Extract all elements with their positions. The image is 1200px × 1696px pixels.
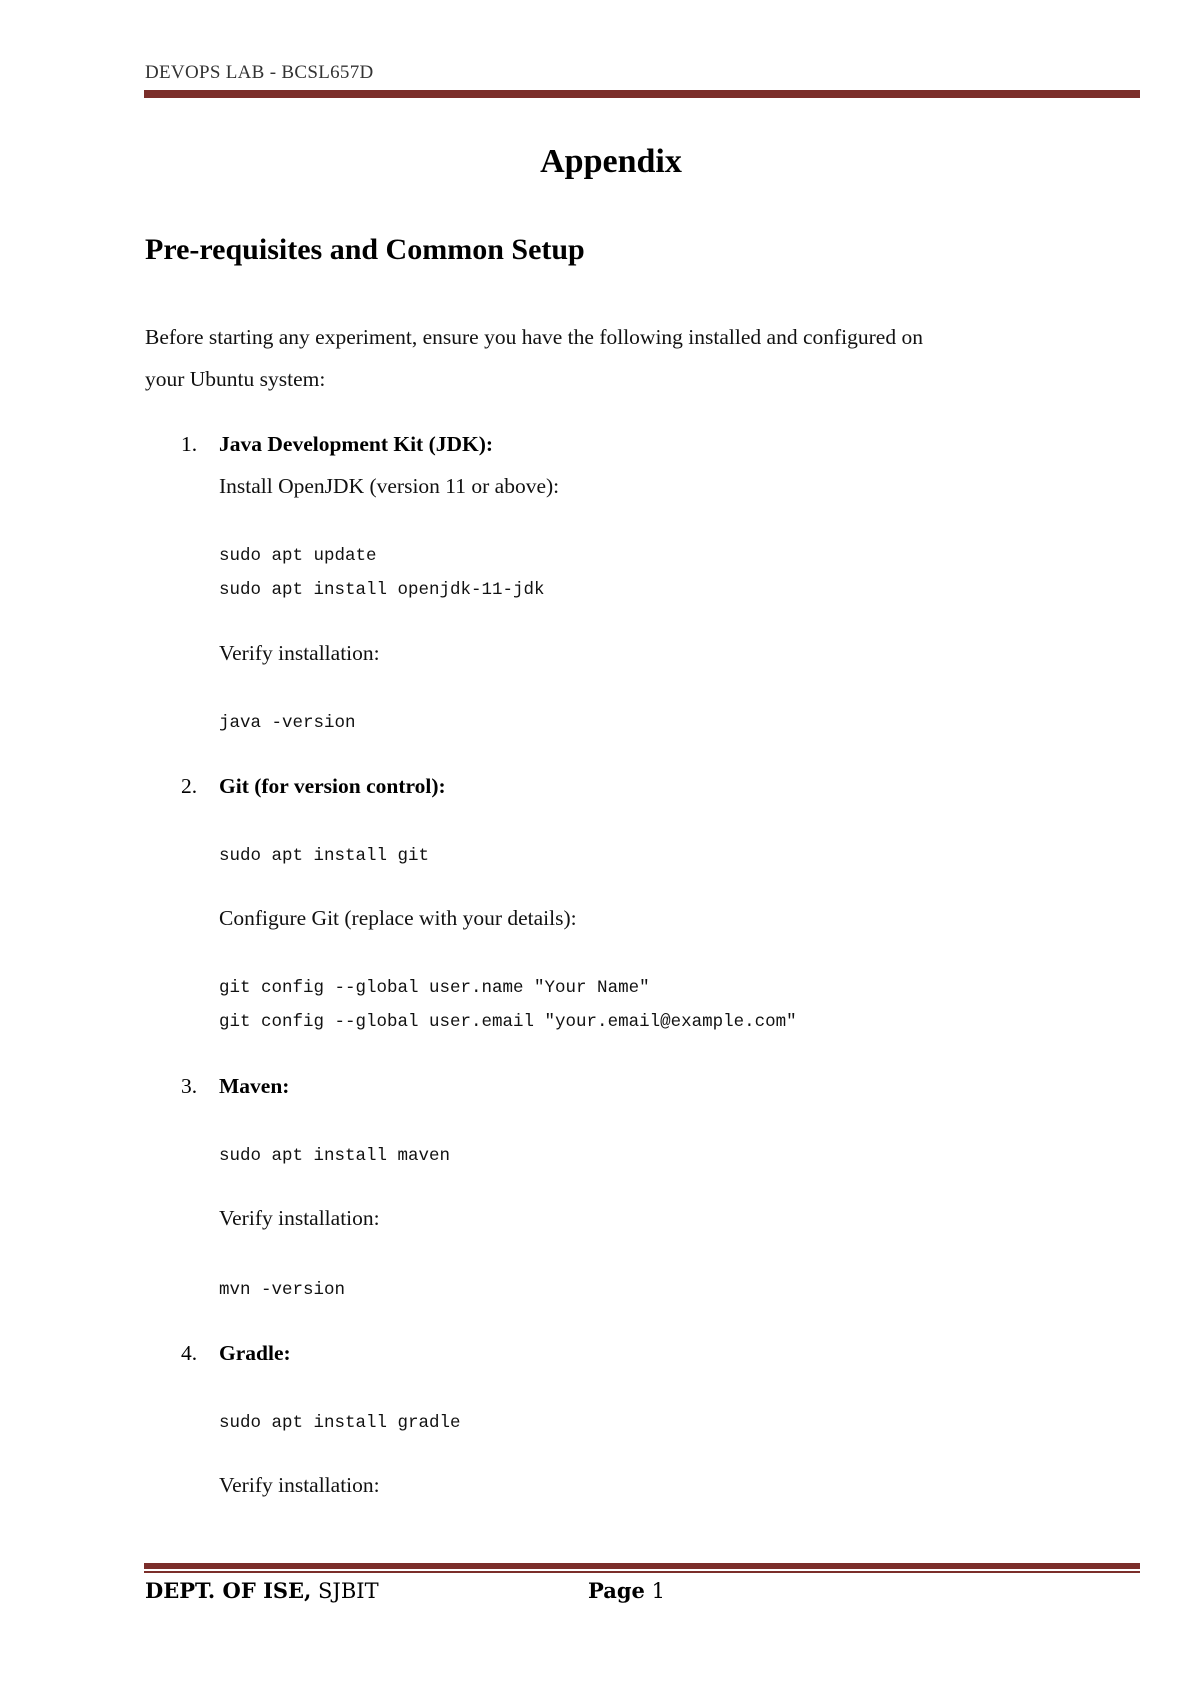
code-line: mvn -version <box>219 1280 346 1300</box>
code-line: sudo apt install maven <box>219 1146 451 1166</box>
intro-paragraph <box>145 316 1075 400</box>
footer-divider-thin <box>144 1571 1140 1573</box>
code-line: java -version <box>219 713 356 733</box>
page-title: Appendix <box>540 143 682 180</box>
footer-page-number <box>588 1578 665 1603</box>
code-line: git config --global user.email "your.email@example.com" <box>219 1012 797 1032</box>
code-line: sudo apt install git <box>219 846 430 866</box>
code-line: sudo apt install openjdk-11-jdk <box>219 580 545 600</box>
footer-page-value: 1 <box>644 1579 665 1603</box>
footer-divider <box>144 1563 1140 1569</box>
instruction-text: Install OpenJDK (version 11 or above): <box>219 474 560 498</box>
instruction-text: Verify installation: <box>219 641 380 665</box>
footer-department <box>145 1578 379 1603</box>
footer-page-label: Page <box>588 1578 645 1603</box>
code-line: sudo apt update <box>219 546 377 566</box>
instruction-text: Configure Git (replace with your details): <box>219 906 577 930</box>
intro-line: your Ubuntu system: <box>145 367 326 391</box>
instruction-text: Verify installation: <box>219 1206 380 1230</box>
list-item-number: 4. <box>181 1341 198 1365</box>
code-line: git config --global user.name "Your Name" <box>219 978 650 998</box>
list-item-number: 2. <box>181 774 198 798</box>
list-item-number: 3. <box>181 1074 198 1098</box>
footer-department-rest: SJBIT <box>311 1579 379 1603</box>
running-header: DEVOPS LAB - BCSL657D <box>145 62 374 83</box>
footer-department-bold: DEPT. OF ISE, <box>145 1578 312 1603</box>
list-item-title: Gradle: <box>219 1341 291 1365</box>
list-item-title: Maven: <box>219 1074 290 1098</box>
instruction-text: Verify installation: <box>219 1473 380 1497</box>
section-heading: Pre-requisites and Common Setup <box>145 233 585 266</box>
intro-line: Before starting any experiment, ensure you have the following installed and configured on <box>145 325 923 349</box>
list-item-number: 1. <box>181 432 198 456</box>
code-line: sudo apt install gradle <box>219 1413 461 1433</box>
header-divider <box>144 90 1140 98</box>
list-item-title: Java Development Kit (JDK): <box>219 432 494 456</box>
list-item-title: Git (for version control): <box>219 774 446 798</box>
